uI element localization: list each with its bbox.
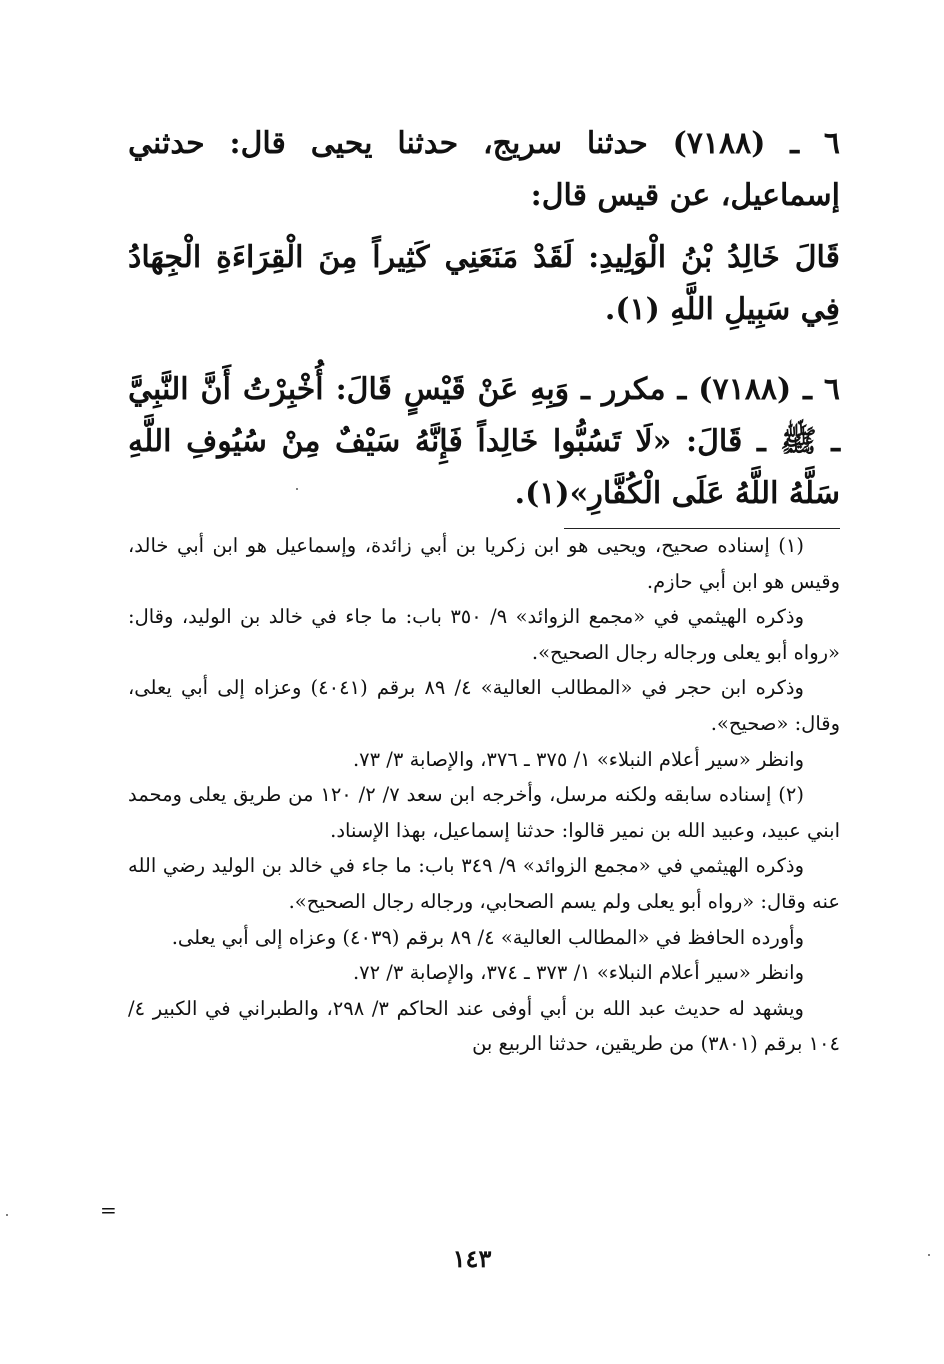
hadith-2-text: ٦ ـ (٧١٨٨) ـ مكرر ـ وَبِهِ عَنْ قَيْسٍ قَالَ: أُخْبِرْتُ أَنَّ النَّبِيَّ ـ ﷺ ـ قَالَ: «لَا تَسُبُّوا خَالِداً فَإِنَّهُ سَيْفٌ مِنْ سُيُوفِ اللَّهِ سَلَّهُ اللَّهُ عَلَى الْكُفَّارِ»(١). — [128, 372, 840, 511]
footnote-paragraph: وأورده الحافظ في «المطالب العالية» ٤/ ٨٩ برقم (٤٠٣٩) وعزاه إلى أبي يعلى. — [171, 925, 804, 949]
footnote-paragraph: وانظر «سير أعلام النبلاء» ١/ ٣٧٥ ـ ٣٧٦، والإصابة ٣/ ٧٣. — [352, 747, 804, 771]
footnote-paragraph: وذكره الهيثمي في «مجمع الزوائد» ٩/ ٣٤٩ باب: ما جاء في خالد بن الوليد رضي الله عنه وقال: «رواه أبو يعلى ولم يسم الصحابي، ورجاله رجال الصحيح». — [128, 854, 840, 913]
continuation-mark: = — [100, 1198, 117, 1222]
footnote-paragraph: (١) إسناده صحيح، ويحيى هو ابن زكريا بن أبي زائدة، وإسماعيل هو ابن أبي خالد، وقيس هو ابن أبي حازم. — [128, 534, 840, 593]
footnote-paragraph: وذكره ابن حجر في «المطالب العالية» ٤/ ٨٩ برقم (٤٠٤١) وعزاه إلى أبي يعلى، وقال: «صحيح». — [128, 676, 840, 735]
footnote-paragraph: ويشهد له حديث عبد الله بن أبي أوفى عند الحاكم ٣/ ٢٩٨، والطبراني في الكبير ٤/ ١٠٤ برقم (٣٨٠١) من طريقين، حدثنا الربيع بن — [128, 996, 840, 1056]
footnote-paragraph: وذكره الهيثمي في «مجمع الزوائد» ٩/ ٣٥٠ باب: ما جاء في خالد بن الوليد، وقال: «رواه أبو يعلى ورجاله رجال الصحيح». — [128, 605, 840, 664]
hadith-1-text: ٦ ـ (٧١٨٨) حدثنا سريج، حدثنا يحيى قال: حدثني إسماعيل، عن قيس قال: — [128, 126, 840, 213]
footnote-paragraph: وانظر «سير أعلام النبلاء» ١/ ٣٧٣ ـ ٣٧٤، والإصابة ٣/ ٧٢. — [352, 961, 804, 985]
hadith-1-quote: قَالَ خَالِدُ بْنُ الْوَلِيدِ: لَقَدْ مَنَعَنِي كَثِيراً مِنَ الْقِرَاءَةِ الْجِهَادُ فِي سَبِيلِ اللَّهِ (١). — [128, 240, 840, 327]
scan-speck — [6, 1214, 8, 1216]
page-number: ١٤٣ — [452, 1244, 492, 1273]
footnotes — [128, 528, 840, 1062]
scan-speck — [928, 1254, 930, 1256]
scan-speck — [296, 488, 298, 490]
footnote-paragraph: (٢) إسناده سابقه ولكنه مرسل، وأخرجه ابن سعد ٧/ ٢/ ١٢٠ من طريق يعلى ومحمد ابني عبيد، وعبيد الله بن نمير قالوا: حدثنا إسماعيل، بهذا الإسناد. — [128, 783, 840, 842]
